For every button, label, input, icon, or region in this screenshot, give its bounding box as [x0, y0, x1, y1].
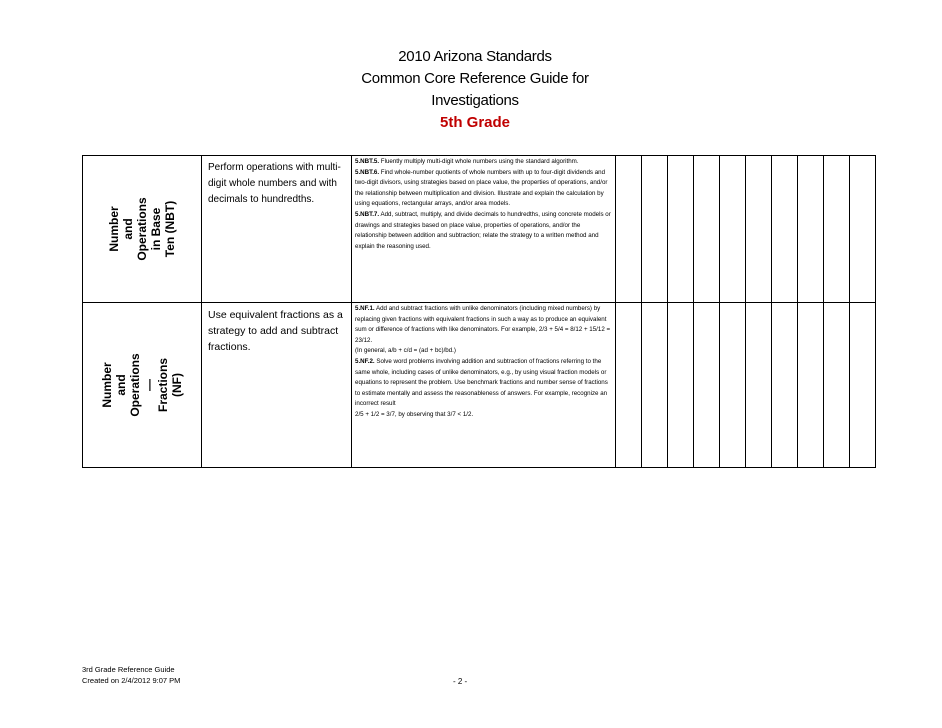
empty-cell [824, 303, 850, 468]
table-row-nf [83, 303, 876, 468]
footer-created-date: Created on 2/4/2012 9:07 PM [82, 676, 181, 685]
standards-cell-nf [352, 303, 616, 468]
standard-code: 5.NBT.7. [355, 210, 380, 218]
page-number: - 2 - [453, 677, 468, 686]
empty-cell [668, 156, 694, 303]
empty-cell [668, 303, 694, 468]
table-row-nbt [83, 156, 876, 303]
empty-cell [798, 303, 824, 468]
empty-cell [798, 156, 824, 303]
footer-guide-name: 3rd Grade Reference Guide [82, 665, 175, 674]
page-footer [82, 664, 180, 686]
cluster-cell-nf: Use equivalent fractions as a strategy to add and subtract fractions. [202, 303, 352, 468]
fraction-example: 2/5 + 1/2 = 3/7, by observing that 3/7 < 1/2. [355, 410, 474, 418]
empty-cell [746, 303, 772, 468]
empty-cell [616, 303, 642, 468]
standard-code: 5.NBT.5. [355, 158, 380, 165]
title-line-1: 2010 Arizona Standards [398, 48, 552, 65]
standard-text: Find whole-number quotients of whole numbers with up to four-digit dividends and two-digit divisors, using strategies based on place value, the properties of operations, and/or the relationship between multiplication and division. Illustrate and explain the calculation by using equations, rectangular arrays, and/or area models. [355, 168, 608, 208]
title-line-2: Common Core Reference Guide for [361, 70, 589, 87]
standards-cell-nbt [352, 156, 616, 303]
standard-code: 5.NF.2. [355, 357, 375, 365]
fraction-example: 2/3 + 5/4 = 8/12 + 15/12 = 23/12. [355, 326, 611, 344]
empty-cell [772, 156, 798, 303]
domain-label-nbt: Number and Operations in Base Ten (NBT) [107, 197, 177, 261]
domain-label-nf: Number and Operations—Fractions (NF) [100, 353, 184, 417]
empty-cell [720, 303, 746, 468]
cluster-cell-nbt: Perform operations with multi-digit whole numbers and with decimals to hundredths. [202, 156, 352, 303]
empty-cell [746, 156, 772, 303]
domain-cell-nf [83, 303, 202, 468]
document-title [280, 46, 670, 134]
standard-text: Add and subtract fractions with unlike denominators (including mixed numbers) by replacing given fractions with equivalent fractions in such a way as to produce an equivalent sum or difference of fractions with like denominators. For example, [355, 305, 607, 334]
standard-code: 5.NF.1. [355, 305, 375, 312]
standard-text: Fluently multiply multi-digit whole numbers using the standard algorithm. [379, 158, 579, 165]
empty-cell [694, 156, 720, 303]
fraction-general-rule: (In general, a/b + c/d = (ad + bc)/bd.) [355, 347, 456, 355]
grade-heading: 5th Grade [439, 114, 511, 131]
standards-table [82, 155, 876, 468]
empty-cell [616, 156, 642, 303]
domain-cell-nbt [83, 156, 202, 303]
title-line-3: Investigations [431, 92, 519, 109]
empty-cell [720, 156, 746, 303]
empty-cell [694, 303, 720, 468]
empty-cell [850, 156, 876, 303]
empty-cell [642, 303, 668, 468]
standard-text: Solve word problems involving addition and subtraction of fractions referring to the same whole, including cases of unlike denominators, e.g., by using visual fraction models or equations to represent the problem. Use benchmark fractions and number sense of fractions to estimate mentally and assess the reasonableness of answers. For example, recognize an incorrect result [355, 357, 608, 408]
empty-cell [642, 156, 668, 303]
empty-cell [850, 303, 876, 468]
standard-text: Add, subtract, multiply, and divide decimals to hundredths, using concrete models or drawings and strategies based on place value, properties of operations, and/or the relationship between addition and subtraction; relate the strategy to a written method and explain the reasoning used. [355, 210, 611, 250]
empty-cell [824, 156, 850, 303]
standard-code: 5.NBT.6. [355, 168, 380, 176]
empty-cell [772, 303, 798, 468]
